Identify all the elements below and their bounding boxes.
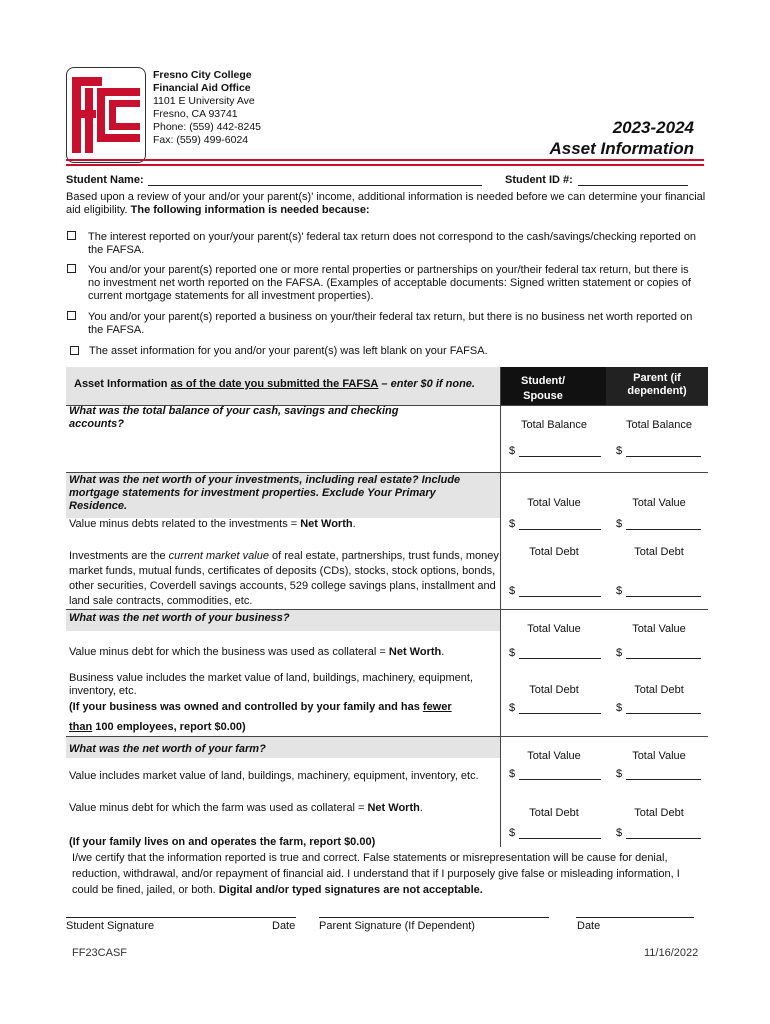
table-header-prefix: Asset Information [74, 378, 171, 390]
investments-parent-value-label: Total Value [632, 497, 686, 509]
reason-text-interest: The interest reported on your/your parent(s)' federal tax return does not correspond to the cash/savings/checking reported on the FAFSA. [88, 231, 697, 256]
table-line [66, 736, 708, 737]
cash-student-input[interactable] [519, 456, 601, 457]
student-signature-line[interactable] [66, 917, 296, 918]
reason-text-blank: The asset information for you and/or your parent(s) was left blank on your FAFSA. [89, 345, 488, 357]
dollar-sign: $ [616, 768, 623, 780]
table-line [66, 609, 708, 610]
reason-checkbox-interest[interactable] [67, 231, 76, 240]
parent-signature-label: Parent Signature (If Dependent) [319, 920, 475, 932]
investments-net-worth-bold: Net Worth [300, 518, 353, 530]
dollar-sign: $ [509, 585, 516, 597]
cash-student-label: Total Balance [520, 419, 588, 431]
dollar-sign: $ [509, 768, 516, 780]
business-student-value-label: Total Value [527, 623, 581, 635]
investments-description [69, 549, 501, 609]
intro-paragraph [66, 191, 706, 217]
business-note-post: 100 employees, report $0.00) [92, 721, 246, 733]
farm-student-value-label: Total Value [527, 750, 581, 762]
business-note-line1 [69, 701, 499, 714]
farm-net-worth-text [69, 802, 499, 815]
business-question: What was the net worth of your business? [69, 612, 290, 624]
business-net-worth-text [69, 646, 444, 659]
dollar-sign: $ [509, 827, 516, 839]
city-address: Fresno, CA 93741 [153, 108, 238, 120]
period: . [419, 802, 423, 814]
fcc-logo-mark [67, 68, 145, 162]
student-id-label: Student ID #: [505, 174, 573, 186]
street-address: 1101 E University Ave [153, 95, 255, 107]
investments-parent-debt-input[interactable] [626, 596, 701, 597]
table-line [66, 472, 708, 473]
award-year: 2023-2024 [612, 118, 694, 137]
farm-question: What was the net worth of your farm? [69, 743, 266, 755]
farm-student-debt-label: Total Debt [529, 807, 579, 819]
fax-number: Fax: (559) 499-6024 [153, 134, 249, 146]
reason-checkbox-business[interactable] [67, 311, 76, 320]
farm-description: Value includes market value of land, buildings, machinery, equipment, inventory, etc. [69, 770, 479, 782]
form-title: Asset Information [549, 139, 694, 158]
student-name-field[interactable] [148, 185, 482, 186]
header-rule-top [66, 159, 704, 161]
business-note-line2 [69, 721, 246, 734]
dollar-sign: $ [509, 647, 516, 659]
period: . [352, 518, 356, 530]
fcc-logo [66, 67, 146, 163]
header-rule-bottom [66, 164, 704, 166]
farm-parent-value-label: Total Value [632, 750, 686, 762]
parent-signature-line[interactable] [319, 917, 549, 918]
investments-student-value-label: Total Value [527, 497, 581, 509]
intro-bold-text: The following information is needed because: [130, 204, 370, 216]
business-note-than: than [69, 721, 93, 733]
student-id-field[interactable] [578, 185, 688, 186]
intro-text: Based upon a review of your and/or your parent(s)' income, additional information is needed before we can determine your financial aid eligibility. [66, 191, 706, 216]
farm-parent-value-input[interactable] [626, 779, 701, 780]
business-student-value-input[interactable] [519, 658, 601, 659]
business-parent-value-input[interactable] [626, 658, 701, 659]
dollar-sign: $ [509, 702, 516, 714]
investments-parent-debt-label: Total Debt [634, 546, 684, 558]
student-spouse-header: Student/ Spouse [521, 375, 565, 402]
farm-value-text: Value minus debt for which the farm was used as collateral = [69, 802, 368, 814]
dollar-sign: $ [616, 827, 623, 839]
investments-desc-post: of real estate, partnerships, trust funds, money market funds, mutual funds, certificates of deposits (CDs), stocks, stock options, bonds, other securities, Coverdell savings accounts, 529 college savings plans, installment and land sale contracts, commodities, etc. [69, 550, 499, 607]
dollar-sign: $ [616, 585, 623, 597]
business-note-pre: (If your business was owned and controlled by your family and has [69, 701, 423, 713]
student-date-label: Date [272, 920, 296, 932]
business-value-text: Value minus debt for which the business was used as collateral = [69, 646, 389, 658]
investments-desc-pre: Investments are the [69, 550, 169, 562]
investments-value-text: Value minus debts related to the investments = [69, 518, 301, 530]
cash-parent-label: Total Balance [625, 419, 693, 431]
investments-student-debt-label: Total Debt [529, 546, 579, 558]
student-name-label: Student Name: [66, 174, 144, 186]
dollar-sign: $ [509, 518, 516, 530]
parent-date-label: Date [577, 920, 601, 932]
business-parent-value-label: Total Value [632, 623, 686, 635]
farm-parent-debt-label: Total Debt [634, 807, 684, 819]
farm-net-worth-bold: Net Worth [367, 802, 420, 814]
farm-parent-debt-input[interactable] [626, 838, 701, 839]
office-name: Financial Aid Office [153, 82, 251, 94]
table-header-suffix: – enter $0 if none. [378, 378, 475, 390]
farm-student-debt-input[interactable] [519, 838, 601, 839]
certification-text [72, 850, 702, 898]
farm-note: (If your family lives on and operates the farm, report $0.00) [69, 836, 376, 848]
table-header-title [74, 378, 475, 391]
certification-bold: Digital and/or typed signatures are not acceptable. [218, 884, 483, 896]
reason-checkbox-blank[interactable] [70, 346, 79, 355]
cash-question: What was the total balance of your cash, savings and checking accounts? [69, 405, 399, 430]
revision-date: 11/16/2022 [644, 947, 699, 959]
business-student-debt-input[interactable] [519, 713, 601, 714]
dollar-sign: $ [616, 647, 623, 659]
college-name: Fresno City College [153, 69, 252, 81]
period: . [441, 646, 445, 658]
investments-student-value-input[interactable] [519, 529, 601, 530]
farm-student-value-input[interactable] [519, 779, 601, 780]
investments-parent-value-input[interactable] [626, 529, 701, 530]
investments-question: What was the net worth of your investments, including real estate? Include mortgage statements for investment properties. Exclude Your Primary Residence. [69, 474, 461, 512]
parent-date-line[interactable] [576, 917, 694, 918]
office-address [153, 69, 261, 147]
investments-desc-italic: current market value [168, 550, 269, 562]
business-net-worth-bold: Net Worth [388, 646, 442, 658]
student-signature-label: Student Signature [66, 920, 155, 932]
parent-header: Parent (if dependent) [627, 372, 687, 397]
business-description: Business value includes the market value of land, buildings, machinery, equipment, inventory, etc. [69, 672, 473, 697]
investments-net-worth-text [69, 518, 356, 531]
business-note-fewer: fewer [422, 701, 452, 713]
reason-text-business: You and/or your parent(s) reported a business on your/their federal tax return, but there is no business net worth reported on the FAFSA. [88, 311, 693, 336]
business-parent-debt-input[interactable] [626, 713, 701, 714]
table-header-underlined: as of the date you submitted the FAFSA [170, 378, 379, 390]
cash-parent-input[interactable] [626, 456, 701, 457]
form-heading [549, 117, 694, 159]
business-student-debt-label: Total Debt [529, 684, 579, 696]
dollar-sign: $ [616, 518, 623, 530]
reason-text-rental: You and/or your parent(s) reported one or more rental properties or partnerships on your/their federal tax return, but there is no investment net worth reported on the FAFSA. (Examples of acceptable documents: Signed written statement or copies of current mortgage statements for all investment properties). [88, 264, 691, 302]
dollar-sign: $ [509, 445, 516, 457]
dollar-sign: $ [616, 702, 623, 714]
form-code: FF23CASF [72, 947, 128, 959]
investments-student-debt-input[interactable] [519, 596, 601, 597]
reason-checkbox-rental[interactable] [67, 264, 76, 273]
phone-number: Phone: (559) 442-8245 [153, 121, 261, 133]
certification-statement: I/we certify that the information reported is true and correct. False statements or misrepresentation will be cause for denial, reduction, withdrawal, and/or repayment of financial aid. I understand that if I purposely give false or misleading information, I could be fined, jailed, or both. [72, 852, 680, 896]
business-parent-debt-label: Total Debt [634, 684, 684, 696]
dollar-sign: $ [616, 445, 623, 457]
